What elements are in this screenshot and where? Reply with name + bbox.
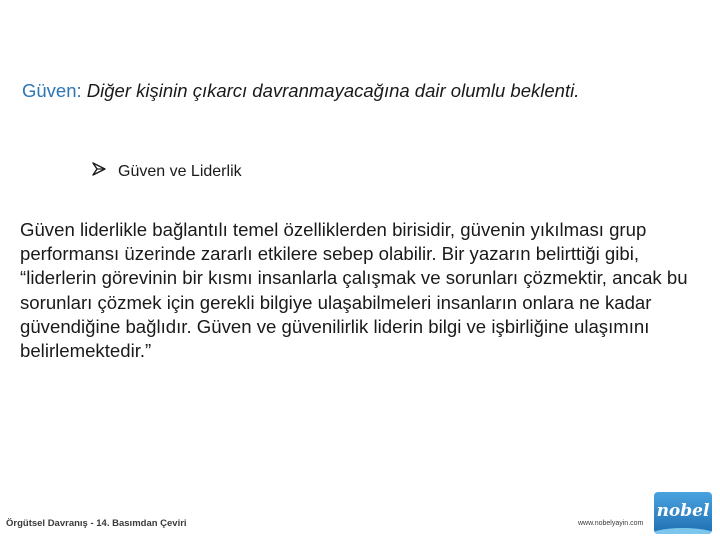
body-paragraph: Güven liderlikle bağlantılı temel özelliklerden birisidir, güvenin yıkılması grup performansı üzerinde zararlı etkilere sebep olabilir. Bir yazarın belirttiği gibi, “liderlerin görevinin bir kısmı insanlarla çalışmak ve sorunları çözmektir, ancak bu sorunları çözmek için gerekli bilgiye ulaşabilmeleri insanların onlara ne kadar güvendiğine bağlıdır. Güven ve güvenilirlik liderin bilgi ve işbirliğine ulaşımını belirlemektedir.” — [20, 219, 688, 362]
logo-text: nobel — [656, 501, 710, 521]
bullet-item — [92, 161, 242, 183]
definition-text: Diğer kişinin çıkarcı davranmayacağına dair olumlu beklenti. — [86, 80, 580, 101]
logo-wave-shape — [654, 528, 712, 534]
nobel-logo — [654, 492, 712, 534]
arrow-bullet-icon — [92, 161, 108, 183]
footer-book-title: Örgütsel Davranış - 14. Basımdan Çeviri — [6, 518, 187, 529]
definition-term: Güven: — [22, 80, 82, 101]
footer-url: www.nobelyayin.com — [578, 520, 644, 527]
bullet-label: Güven ve Liderlik — [118, 163, 242, 180]
definition-line — [22, 78, 702, 104]
